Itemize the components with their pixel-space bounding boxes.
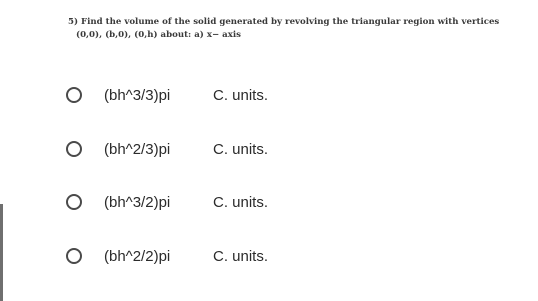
answer-option-2[interactable] — [66, 136, 268, 162]
left-edge-divider — [0, 204, 3, 301]
question-line-1: 5) Find the volume of the solid generated by revolving the triangular region with vertices — [68, 17, 500, 27]
radio-button[interactable] — [66, 194, 82, 210]
radio-button[interactable] — [66, 141, 82, 157]
answer-option-4[interactable] — [66, 243, 268, 269]
radio-button[interactable] — [66, 87, 82, 103]
option-unit: C. units. — [213, 193, 269, 211]
option-expression: (bh^2/3)pi — [104, 140, 171, 158]
question-text — [68, 16, 533, 41]
option-unit: C. units. — [213, 247, 269, 265]
option-unit: C. units. — [213, 140, 269, 158]
option-expression: (bh^3/3)pi — [104, 86, 171, 104]
option-expression: (bh^3/2)pi — [104, 193, 171, 211]
radio-button[interactable] — [66, 248, 82, 264]
option-expression: (bh^2/2)pi — [104, 247, 171, 265]
question-line-2: (0,0), (b,0), (0,h) about: a) x− axis — [76, 29, 241, 40]
answer-option-1[interactable] — [66, 82, 268, 108]
answer-option-3[interactable] — [66, 189, 268, 215]
option-unit: C. units. — [213, 86, 269, 104]
